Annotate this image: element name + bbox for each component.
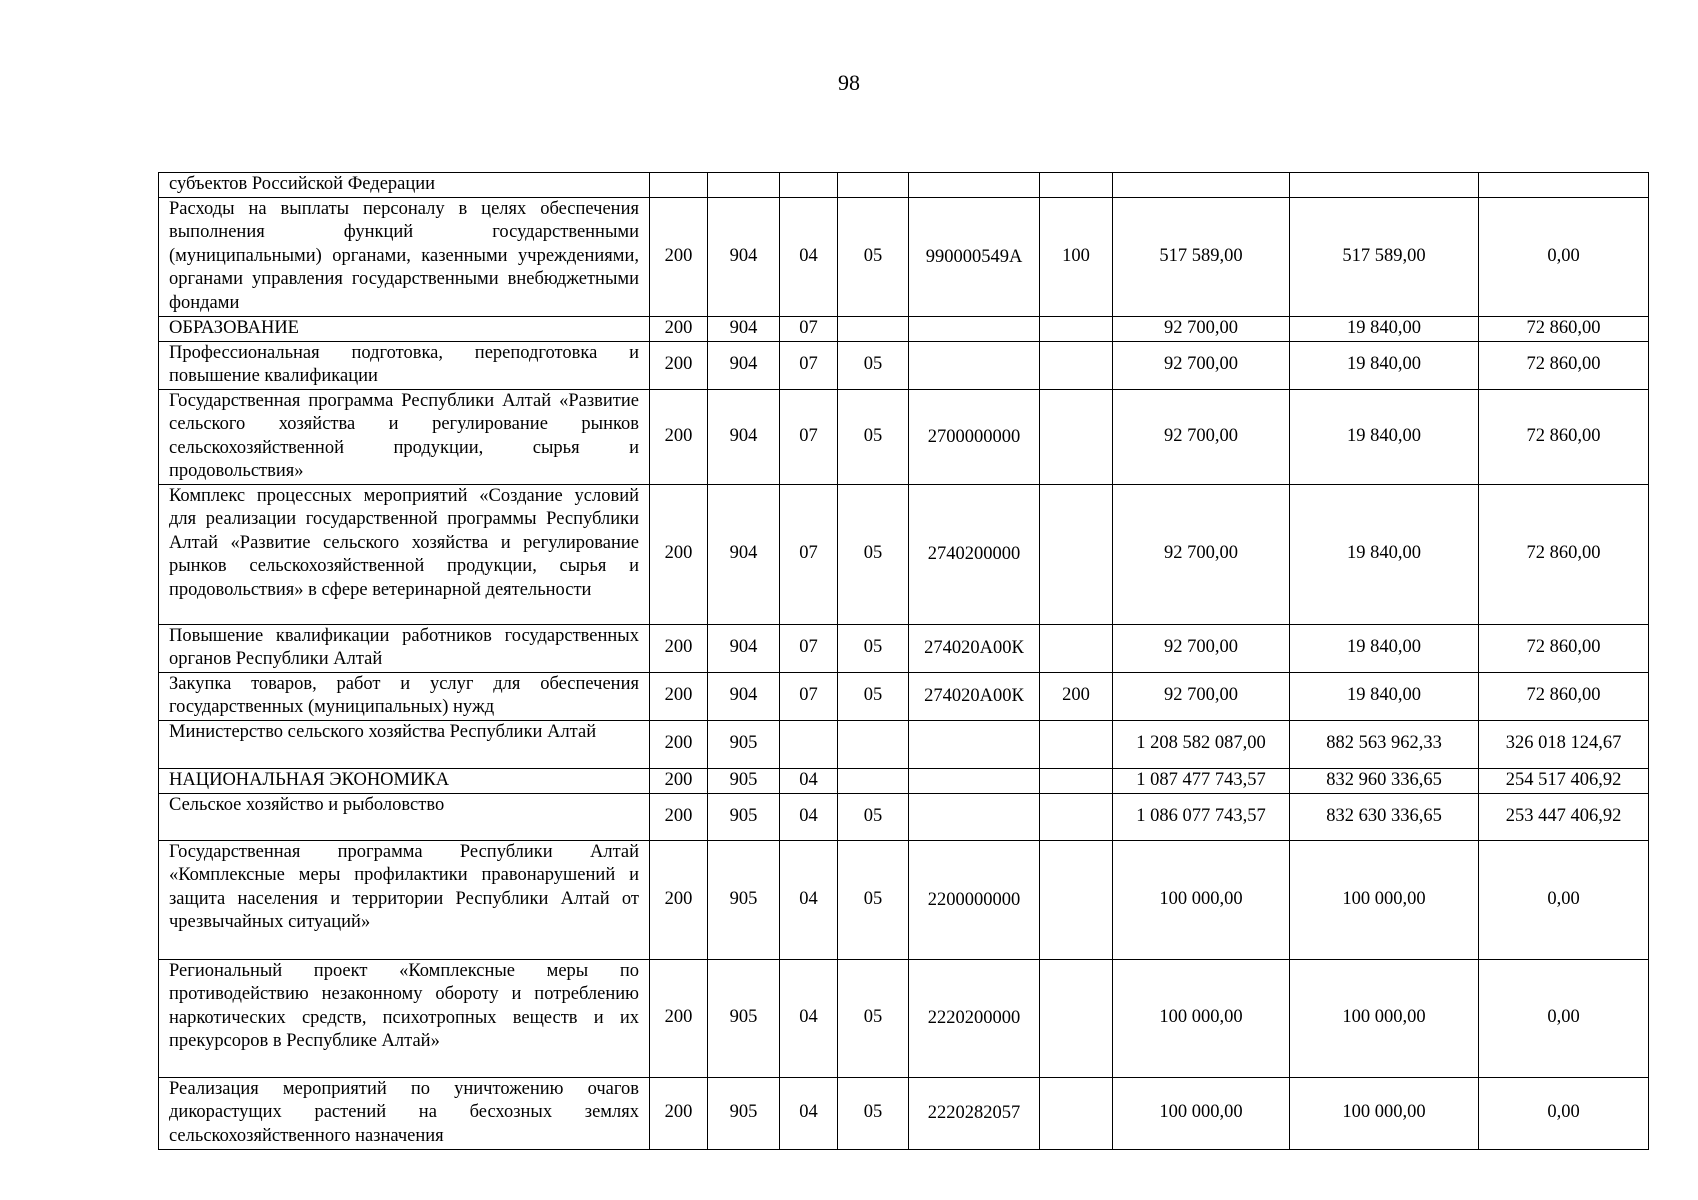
amount-col3: 326 018 124,67 <box>1479 720 1649 768</box>
code-section: 04 <box>780 768 838 793</box>
page-number: 98 <box>838 70 860 95</box>
amount-total: 100 000,00 <box>1113 1077 1290 1149</box>
amount-col3: 72 860,00 <box>1479 316 1649 341</box>
row-name: НАЦИОНАЛЬНАЯ ЭКОНОМИКА <box>159 768 650 793</box>
amount-total: 100 000,00 <box>1113 959 1290 1077</box>
code-target-article: 990000549А <box>909 197 1040 316</box>
code-target-article: 2200000000 <box>909 840 1040 959</box>
code-section: 04 <box>780 793 838 840</box>
amount-col3: 72 860,00 <box>1479 341 1649 389</box>
amount-total: 92 700,00 <box>1113 484 1290 624</box>
code-ministry: 904 <box>708 197 780 316</box>
code-expense-type <box>1040 1077 1113 1149</box>
code-subsection: 05 <box>838 1077 909 1149</box>
code-target-article <box>909 720 1040 768</box>
code-gp: 200 <box>650 768 708 793</box>
code-gp: 200 <box>650 959 708 1077</box>
amount-col2: 100 000,00 <box>1290 959 1479 1077</box>
code-section: 07 <box>780 484 838 624</box>
table-row <box>159 793 1649 840</box>
table-row <box>159 484 1649 624</box>
code-ministry: 905 <box>708 959 780 1077</box>
table-row <box>159 173 1649 198</box>
table-row <box>159 624 1649 672</box>
code-subsection: 05 <box>838 672 909 720</box>
code-ministry: 904 <box>708 316 780 341</box>
code-ministry: 904 <box>708 484 780 624</box>
code-expense-type <box>1040 341 1113 389</box>
code-ministry: 905 <box>708 793 780 840</box>
code-target-article: 2220282057 <box>909 1077 1040 1149</box>
code-ministry: 905 <box>708 1077 780 1149</box>
code-ministry: 904 <box>708 341 780 389</box>
amount-total: 1 086 077 743,57 <box>1113 793 1290 840</box>
code-expense-type <box>1040 793 1113 840</box>
code-subsection <box>838 316 909 341</box>
code-gp: 200 <box>650 316 708 341</box>
code-gp <box>650 173 708 198</box>
amount-col2: 19 840,00 <box>1290 672 1479 720</box>
row-name: Закупка товаров, работ и услуг для обеспечения государственных (муниципальных) нужд <box>159 672 650 720</box>
code-gp: 200 <box>650 341 708 389</box>
amount-col3: 0,00 <box>1479 1077 1649 1149</box>
code-section: 07 <box>780 624 838 672</box>
code-target-article: 274020А00К <box>909 624 1040 672</box>
code-section <box>780 173 838 198</box>
code-section <box>780 720 838 768</box>
code-ministry: 905 <box>708 768 780 793</box>
table-row <box>159 389 1649 484</box>
code-target-article <box>909 768 1040 793</box>
amount-col2: 100 000,00 <box>1290 840 1479 959</box>
amount-total: 92 700,00 <box>1113 389 1290 484</box>
code-section: 04 <box>780 959 838 1077</box>
code-gp: 200 <box>650 840 708 959</box>
code-gp: 200 <box>650 389 708 484</box>
row-name: Государственная программа Республики Алтай «Развитие сельского хозяйства и регулирование рынков сельскохозяйственной продукции, сырья и продовольствия» <box>159 389 650 484</box>
code-gp: 200 <box>650 197 708 316</box>
amount-col3: 72 860,00 <box>1479 389 1649 484</box>
amount-col2: 19 840,00 <box>1290 624 1479 672</box>
code-expense-type <box>1040 484 1113 624</box>
code-section: 07 <box>780 316 838 341</box>
amount-total: 92 700,00 <box>1113 341 1290 389</box>
amount-col3 <box>1479 173 1649 198</box>
code-gp: 200 <box>650 1077 708 1149</box>
amount-col2: 19 840,00 <box>1290 341 1479 389</box>
amount-col3: 0,00 <box>1479 959 1649 1077</box>
table-row <box>159 768 1649 793</box>
code-expense-type <box>1040 840 1113 959</box>
code-section: 04 <box>780 1077 838 1149</box>
amount-total: 1 208 582 087,00 <box>1113 720 1290 768</box>
table-row <box>159 720 1649 768</box>
table-row <box>159 672 1649 720</box>
code-expense-type <box>1040 768 1113 793</box>
table-row <box>159 341 1649 389</box>
code-ministry: 904 <box>708 672 780 720</box>
amount-total: 517 589,00 <box>1113 197 1290 316</box>
amount-total: 92 700,00 <box>1113 624 1290 672</box>
row-name: субъектов Российской Федерации <box>159 173 650 198</box>
row-name: Реализация мероприятий по уничтожению очагов дикорастущих растений на бесхозных землях сельскохозяйственного назначения <box>159 1077 650 1149</box>
code-gp: 200 <box>650 672 708 720</box>
code-target-article <box>909 341 1040 389</box>
table-row <box>159 1077 1649 1149</box>
amount-total: 92 700,00 <box>1113 316 1290 341</box>
amount-col2: 100 000,00 <box>1290 1077 1479 1149</box>
code-subsection <box>838 173 909 198</box>
amount-col2 <box>1290 173 1479 198</box>
table-body <box>159 173 1649 1150</box>
amount-total <box>1113 173 1290 198</box>
code-target-article <box>909 173 1040 198</box>
code-gp: 200 <box>650 624 708 672</box>
row-name: Государственная программа Республики Алтай «Комплексные меры профилактики правонарушений и защита населения и территории Республики Алтай от чрезвычайных ситуаций» <box>159 840 650 959</box>
row-name: ОБРАЗОВАНИЕ <box>159 316 650 341</box>
amount-col2: 832 960 336,65 <box>1290 768 1479 793</box>
row-name: Повышение квалификации работников государственных органов Республики Алтай <box>159 624 650 672</box>
amount-col3: 72 860,00 <box>1479 672 1649 720</box>
code-section: 04 <box>780 197 838 316</box>
table-row <box>159 316 1649 341</box>
code-target-article <box>909 316 1040 341</box>
amount-col3: 0,00 <box>1479 197 1649 316</box>
code-gp: 200 <box>650 720 708 768</box>
code-subsection: 05 <box>838 793 909 840</box>
code-section: 04 <box>780 840 838 959</box>
amount-col2: 19 840,00 <box>1290 484 1479 624</box>
row-name: Профессиональная подготовка, переподготовка и повышение квалификации <box>159 341 650 389</box>
amount-col3: 0,00 <box>1479 840 1649 959</box>
code-expense-type <box>1040 959 1113 1077</box>
code-target-article: 274020А00К <box>909 672 1040 720</box>
code-subsection: 05 <box>838 197 909 316</box>
code-ministry: 904 <box>708 624 780 672</box>
amount-col2: 19 840,00 <box>1290 389 1479 484</box>
code-target-article: 2220200000 <box>909 959 1040 1077</box>
code-subsection: 05 <box>838 389 909 484</box>
amount-col2: 19 840,00 <box>1290 316 1479 341</box>
code-target-article: 2700000000 <box>909 389 1040 484</box>
code-subsection: 05 <box>838 840 909 959</box>
code-target-article <box>909 793 1040 840</box>
code-subsection <box>838 720 909 768</box>
amount-col3: 253 447 406,92 <box>1479 793 1649 840</box>
budget-table <box>158 172 1649 1150</box>
row-name: Министерство сельского хозяйства Республики Алтай <box>159 720 650 768</box>
code-subsection: 05 <box>838 484 909 624</box>
code-expense-type: 100 <box>1040 197 1113 316</box>
code-expense-type <box>1040 316 1113 341</box>
code-gp: 200 <box>650 793 708 840</box>
row-name: Сельское хозяйство и рыболовство <box>159 793 650 840</box>
code-ministry: 905 <box>708 840 780 959</box>
code-section: 07 <box>780 672 838 720</box>
code-expense-type <box>1040 624 1113 672</box>
code-expense-type <box>1040 720 1113 768</box>
amount-col3: 254 517 406,92 <box>1479 768 1649 793</box>
row-name: Расходы на выплаты персоналу в целях обеспечения выполнения функций государственными (муниципальными) органами, казенными учреждениями, органами управления государственными внебюджетными фондами <box>159 197 650 316</box>
code-subsection: 05 <box>838 341 909 389</box>
amount-total: 1 087 477 743,57 <box>1113 768 1290 793</box>
table-row <box>159 197 1649 316</box>
code-ministry: 904 <box>708 389 780 484</box>
code-gp: 200 <box>650 484 708 624</box>
amount-col3: 72 860,00 <box>1479 624 1649 672</box>
row-name: Комплекс процессных мероприятий «Создание условий для реализации государственной программы Республики Алтай «Развитие сельского хозяйства и регулирование рынков сельскохозяйственной продукции, сырья и продовольствия» в сфере ветеринарной деятельности <box>159 484 650 624</box>
code-subsection: 05 <box>838 959 909 1077</box>
amount-col3: 72 860,00 <box>1479 484 1649 624</box>
table-row <box>159 959 1649 1077</box>
code-subsection: 05 <box>838 624 909 672</box>
row-name: Региональный проект «Комплексные меры по противодействию незаконному обороту и потреблению наркотических средств, психотропных веществ и их прекурсоров в Республике Алтай» <box>159 959 650 1077</box>
amount-total: 92 700,00 <box>1113 672 1290 720</box>
table-row <box>159 840 1649 959</box>
amount-col2: 882 563 962,33 <box>1290 720 1479 768</box>
code-section: 07 <box>780 341 838 389</box>
code-target-article: 2740200000 <box>909 484 1040 624</box>
code-expense-type: 200 <box>1040 672 1113 720</box>
code-expense-type <box>1040 389 1113 484</box>
code-ministry: 905 <box>708 720 780 768</box>
code-ministry <box>708 173 780 198</box>
code-expense-type <box>1040 173 1113 198</box>
amount-col2: 517 589,00 <box>1290 197 1479 316</box>
amount-col2: 832 630 336,65 <box>1290 793 1479 840</box>
code-subsection <box>838 768 909 793</box>
amount-total: 100 000,00 <box>1113 840 1290 959</box>
code-section: 07 <box>780 389 838 484</box>
